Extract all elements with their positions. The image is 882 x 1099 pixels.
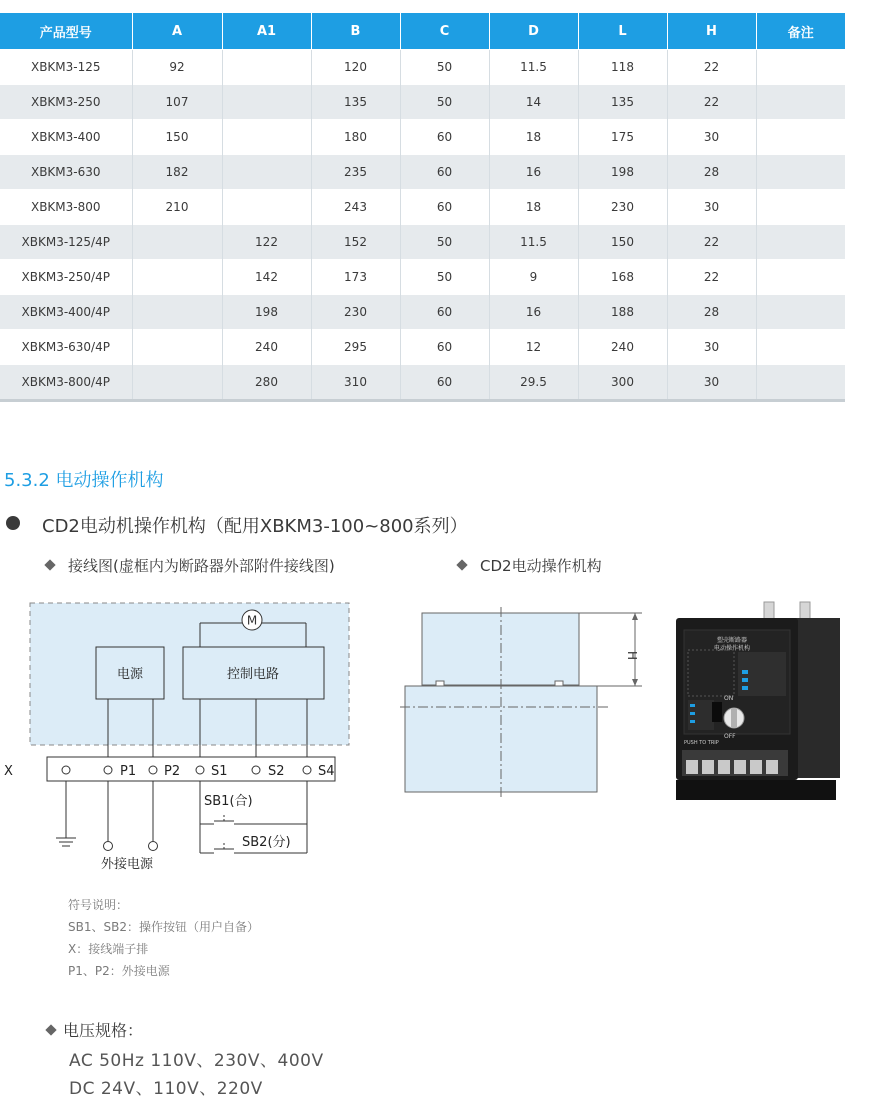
mechanism-label bbox=[458, 555, 602, 576]
table-cell bbox=[756, 50, 845, 85]
table-cell: 168 bbox=[578, 260, 667, 295]
table-cell: 198 bbox=[222, 295, 311, 330]
table-cell: 30 bbox=[667, 365, 756, 401]
dimension-h-label: H bbox=[625, 651, 639, 661]
table-cell: 60 bbox=[400, 190, 489, 225]
terminal-s4: S4 bbox=[318, 764, 335, 779]
voltage-title bbox=[47, 1018, 143, 1041]
table-cell: 50 bbox=[400, 50, 489, 85]
table-cell: 28 bbox=[667, 295, 756, 330]
table-cell bbox=[132, 330, 222, 365]
header-cell: L bbox=[578, 13, 667, 50]
on-label: ON bbox=[724, 695, 734, 702]
table-cell: 92 bbox=[132, 50, 222, 85]
table-cell: 22 bbox=[667, 50, 756, 85]
table-row bbox=[0, 295, 845, 330]
header-cell: A1 bbox=[222, 13, 311, 50]
table-cell: 173 bbox=[311, 260, 400, 295]
table-cell bbox=[222, 155, 311, 190]
section-subtitle: CD2电动机操作机构（配用XBKM3-100~800系列） bbox=[42, 516, 468, 537]
table-row bbox=[0, 120, 845, 155]
device-title-1: 塑壳断路器 bbox=[716, 637, 748, 644]
push-label: PUSH TO TRIP bbox=[684, 740, 719, 746]
table-cell: 180 bbox=[311, 120, 400, 155]
section-title: 5.3.2 电动操作机构 bbox=[4, 470, 164, 491]
table-cell: 30 bbox=[667, 190, 756, 225]
model-cell: XBKM3-400 bbox=[0, 120, 132, 155]
table-cell: 60 bbox=[400, 365, 489, 401]
header-cell: 备注 bbox=[756, 13, 845, 50]
table-cell: 16 bbox=[489, 155, 578, 190]
table-cell: 240 bbox=[222, 330, 311, 365]
model-cell: XBKM3-800 bbox=[0, 190, 132, 225]
wiring-diagram bbox=[0, 595, 360, 875]
table-cell: 175 bbox=[578, 120, 667, 155]
table-cell: 22 bbox=[667, 260, 756, 295]
table-cell bbox=[222, 190, 311, 225]
table-cell: 150 bbox=[132, 120, 222, 155]
table-cell: 50 bbox=[400, 260, 489, 295]
wiring-diagram-label bbox=[46, 555, 335, 576]
wiring-label-text: 接线图(虚框内为断路器外部附件接线图) bbox=[68, 557, 335, 575]
table-cell bbox=[222, 50, 311, 85]
table-row bbox=[0, 85, 845, 120]
motor-label: M bbox=[246, 613, 258, 628]
spec-table bbox=[0, 13, 845, 402]
voltage-dc: DC 24V、110V、220V bbox=[69, 1079, 263, 1099]
diamond-bullet-icon bbox=[456, 559, 467, 570]
sb2-label: SB2(分) bbox=[242, 835, 291, 850]
model-cell: XBKM3-250/4P bbox=[0, 260, 132, 295]
table-cell: 60 bbox=[400, 330, 489, 365]
table-cell bbox=[756, 260, 845, 295]
table-row bbox=[0, 155, 845, 190]
legend-line: P1、P2：外接电源 bbox=[68, 964, 170, 978]
table-row bbox=[0, 50, 845, 85]
table-cell: 135 bbox=[311, 85, 400, 120]
table-cell: 240 bbox=[578, 330, 667, 365]
table-cell bbox=[132, 365, 222, 401]
model-cell: XBKM3-125/4P bbox=[0, 225, 132, 260]
table-cell: 230 bbox=[311, 295, 400, 330]
table-cell: 230 bbox=[578, 190, 667, 225]
table-cell: 60 bbox=[400, 120, 489, 155]
table-cell: 11.5 bbox=[489, 50, 578, 85]
cd2-device-image bbox=[672, 600, 844, 805]
table-cell bbox=[222, 120, 311, 155]
sb1-label: SB1(合) bbox=[204, 794, 253, 809]
table-cell: 9 bbox=[489, 260, 578, 295]
table-cell bbox=[756, 120, 845, 155]
bullet-icon bbox=[6, 516, 20, 530]
header-cell: C bbox=[400, 13, 489, 50]
terminal-s2: S2 bbox=[268, 764, 285, 779]
model-cell: XBKM3-630/4P bbox=[0, 330, 132, 365]
terminal-p2: P2 bbox=[164, 764, 181, 779]
terminal-strip bbox=[47, 757, 335, 781]
model-cell: XBKM3-250 bbox=[0, 85, 132, 120]
table-cell: 107 bbox=[132, 85, 222, 120]
table-cell: 22 bbox=[667, 225, 756, 260]
table-cell: 122 bbox=[222, 225, 311, 260]
table-cell: 210 bbox=[132, 190, 222, 225]
table-cell bbox=[132, 260, 222, 295]
table-cell: 16 bbox=[489, 295, 578, 330]
table-cell: 18 bbox=[489, 120, 578, 155]
table-cell bbox=[756, 295, 845, 330]
table-cell: 118 bbox=[578, 50, 667, 85]
terminal-s1: S1 bbox=[211, 764, 228, 779]
power-box-label: 电源 bbox=[116, 667, 144, 682]
table-cell bbox=[756, 85, 845, 120]
mechanism-label-text: CD2电动操作机构 bbox=[480, 557, 602, 575]
table-row bbox=[0, 225, 845, 260]
voltage-ac: AC 50Hz 110V、230V、400V bbox=[69, 1051, 324, 1071]
diamond-bullet-icon bbox=[45, 1024, 56, 1035]
table-cell bbox=[132, 295, 222, 330]
table-cell bbox=[132, 225, 222, 260]
model-cell: XBKM3-400/4P bbox=[0, 295, 132, 330]
table-cell bbox=[756, 190, 845, 225]
model-cell: XBKM3-630 bbox=[0, 155, 132, 190]
header-cell: H bbox=[667, 13, 756, 50]
control-box-label: 控制电路 bbox=[226, 667, 280, 682]
table-cell: 295 bbox=[311, 330, 400, 365]
table-cell bbox=[756, 225, 845, 260]
table-cell: 152 bbox=[311, 225, 400, 260]
table-cell: 14 bbox=[489, 85, 578, 120]
table-cell: 300 bbox=[578, 365, 667, 401]
model-cell: XBKM3-125 bbox=[0, 50, 132, 85]
header-cell: 产品型号 bbox=[0, 13, 132, 50]
table-cell: 11.5 bbox=[489, 225, 578, 260]
legend-title: 符号说明： bbox=[68, 898, 129, 912]
table-cell: 30 bbox=[667, 330, 756, 365]
table-cell bbox=[222, 85, 311, 120]
header-cell: B bbox=[311, 13, 400, 50]
table-cell bbox=[756, 365, 845, 401]
table-cell: 29.5 bbox=[489, 365, 578, 401]
off-label: OFF bbox=[724, 733, 736, 740]
voltage-title-text: 电压规格： bbox=[63, 1021, 144, 1040]
header-cell: D bbox=[489, 13, 578, 50]
table-cell: 120 bbox=[311, 50, 400, 85]
legend-line: SB1、SB2：操作按钮（用户自备） bbox=[68, 920, 259, 934]
table-cell: 18 bbox=[489, 190, 578, 225]
diamond-bullet-icon bbox=[44, 559, 55, 570]
table-cell: 28 bbox=[667, 155, 756, 190]
legend-line: X：接线端子排 bbox=[68, 942, 149, 956]
table-cell: 142 bbox=[222, 260, 311, 295]
table-cell: 235 bbox=[311, 155, 400, 190]
terminal-strip-label: X bbox=[4, 764, 13, 779]
table-cell: 280 bbox=[222, 365, 311, 401]
table-cell: 30 bbox=[667, 120, 756, 155]
table-row bbox=[0, 330, 845, 365]
table-cell: 188 bbox=[578, 295, 667, 330]
model-cell: XBKM3-800/4P bbox=[0, 365, 132, 401]
device-title-2: 电动操作机构 bbox=[713, 645, 751, 652]
table-cell: 12 bbox=[489, 330, 578, 365]
table-cell bbox=[756, 330, 845, 365]
table-cell: 60 bbox=[400, 155, 489, 190]
table-cell: 50 bbox=[400, 225, 489, 260]
dimension-diagram bbox=[400, 605, 650, 805]
header-cell: A bbox=[132, 13, 222, 50]
table-cell bbox=[756, 155, 845, 190]
table-cell: 150 bbox=[578, 225, 667, 260]
table-cell: 198 bbox=[578, 155, 667, 190]
external-power-label: 外接电源 bbox=[101, 857, 154, 872]
table-cell: 182 bbox=[132, 155, 222, 190]
terminal-p1: P1 bbox=[120, 764, 137, 779]
table-cell: 243 bbox=[311, 190, 400, 225]
table-cell: 60 bbox=[400, 295, 489, 330]
table-cell: 135 bbox=[578, 85, 667, 120]
table-cell: 310 bbox=[311, 365, 400, 401]
table-row bbox=[0, 365, 845, 401]
table-cell: 22 bbox=[667, 85, 756, 120]
table-header-row bbox=[0, 13, 845, 50]
table-row bbox=[0, 190, 845, 225]
table-cell: 50 bbox=[400, 85, 489, 120]
table-row bbox=[0, 260, 845, 295]
